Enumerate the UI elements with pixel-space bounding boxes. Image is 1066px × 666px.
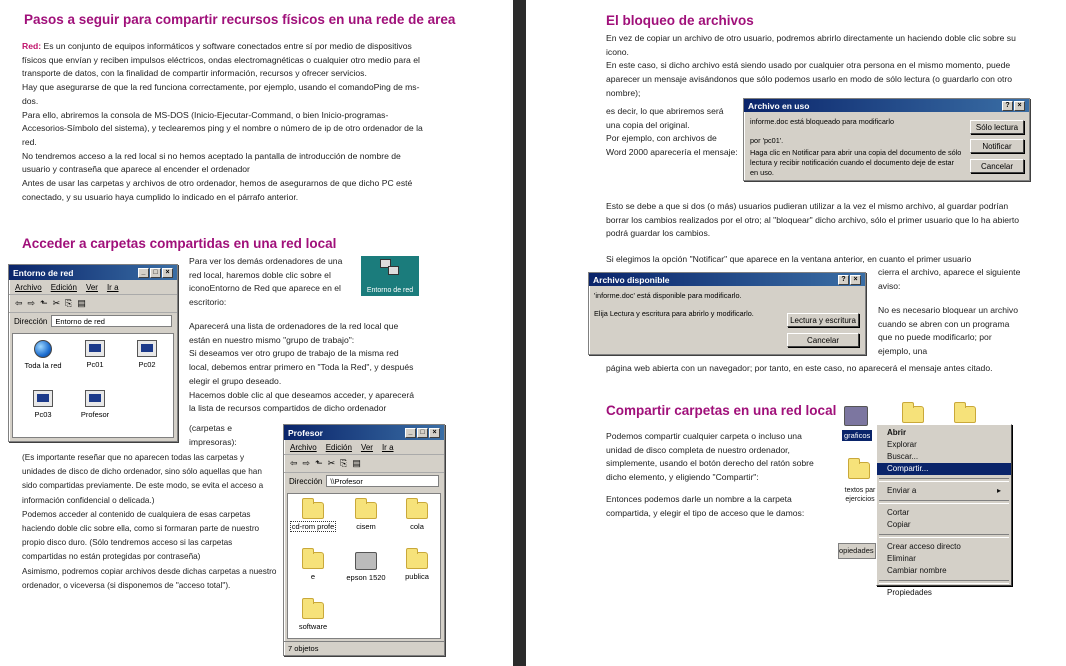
dialog-line-1: informe.doc está bloqueado para modificarlo: [750, 117, 894, 126]
menu-ir-a[interactable]: Ir a: [381, 442, 394, 452]
ctx-enviar-a-label: Enviar a: [887, 486, 917, 495]
computer-icon: [85, 340, 105, 357]
bottom-text-2: Podemos acceder al contenido de cualquiera de esas carpetas haciendo doble clic sobre ella, como si formaran parte de nuestro propio disco duro. (Sólo tendremos acceso si las carpetas compartidas no están protegidas por contraseña): [22, 509, 260, 562]
item-epson-1520[interactable]: [339, 552, 393, 582]
folder-icon: [302, 602, 324, 619]
status-bar: 7 objetos: [284, 641, 444, 655]
menu-bar: [284, 440, 444, 455]
title-text: Pasos a seguir para compartir recursos físicos en una rede de area: [24, 12, 456, 27]
item-publica[interactable]: [390, 552, 444, 581]
item-pc03[interactable]: [13, 390, 73, 419]
col-text-5: (carpetas e impresoras):: [189, 423, 237, 447]
window-titlebar[interactable]: [9, 265, 177, 280]
minimize-icon[interactable]: _: [405, 428, 416, 438]
item-label: Pc03: [34, 410, 52, 419]
dialog-archivo-en-uso: [743, 98, 1030, 181]
menu-separator: [879, 580, 1009, 584]
read-write-button[interactable]: Lectura y escritura: [787, 313, 859, 327]
item-cola[interactable]: [390, 502, 444, 531]
dialog-line-1: 'informe.doc' está disponible para modificarlo.: [594, 291, 742, 300]
ctx-cortar[interactable]: Cortar: [887, 508, 910, 517]
ctx-abrir[interactable]: Abrir: [887, 428, 907, 437]
copy-icon[interactable]: ⎘: [65, 298, 73, 308]
printer-icon: [355, 552, 377, 570]
cancel-button[interactable]: Cancelar: [787, 333, 859, 347]
item-label: Toda la red: [24, 361, 62, 370]
close-icon[interactable]: ×: [429, 428, 440, 438]
item-label: Profesor: [80, 410, 110, 419]
menu-separator: [879, 534, 1009, 538]
menu-separator: [879, 478, 1009, 482]
help-icon[interactable]: ?: [838, 275, 849, 285]
ctx-buscar[interactable]: Buscar...: [887, 452, 919, 461]
bottom-text-1: (Es importante reseñar que no aparecen todas las carpetas y unidades de disco de dicho ordenador, sino sólo aquellas que han sido compartidas previamente. De este modo, se evita el acceso a información confidencial o delicada.): [22, 453, 264, 505]
bottom-text-3: Asimismo, podremos copiar archivos desde dichas carpetas a nuestro ordenador, o viceversa (si disponemos de "acceso total").: [22, 566, 277, 590]
up-folder-icon[interactable]: ⬑: [40, 298, 48, 308]
dialog-message: [594, 291, 784, 319]
folder-icon: [844, 406, 868, 426]
submenu-arrow-icon: ▸: [996, 486, 1001, 495]
address-input[interactable]: Entorno de red: [51, 315, 172, 327]
item-label: software: [298, 622, 328, 631]
window-profesor: [283, 424, 445, 656]
window-titlebar[interactable]: [284, 425, 444, 440]
forward-icon[interactable]: ⇨: [302, 458, 311, 468]
folder-icon: [302, 552, 324, 569]
col-text-1: Para ver los demás ordenadores de una red local, haremos doble clic sobre el iconoEntorno de Red que aparece en el escritorio:: [189, 256, 343, 308]
address-bar: [284, 473, 444, 489]
bloqueo-p5b: página web abierta con un navegador; por tanto, en este caso, no aparecerá el mensaje antes citado.: [606, 363, 993, 373]
compartir-p7: Entonces podemos darle un nombre a la carpeta compartida, y elegir el tipo de acceso que le damos:: [606, 493, 805, 518]
page-title: [24, 12, 504, 27]
bloqueo-p4: Si elegimos la opción "Notificar" que aparece en la ventana anterior, en cuanto el primer usuario: [606, 254, 972, 264]
para-2: No tendremos acceso a la red local si no hemos aceptado la pantalla de introducción de nombre de usuario y contraseña que aparece al encender el ordenador: [22, 150, 401, 175]
menu-bar: [9, 280, 177, 295]
folder-icon: [302, 502, 324, 519]
item-software[interactable]: [286, 602, 340, 631]
ctx-cambiar-nombre[interactable]: Cambiar nombre: [887, 566, 947, 575]
item-label: cola: [410, 522, 424, 531]
read-only-button[interactable]: Sólo lectura: [970, 120, 1024, 134]
section-heading-compartir: Compartir carpetas en una red local: [606, 403, 837, 418]
section-heading-acceder: Acceder a carpetas compartidas en una red local: [22, 236, 337, 251]
menu-archivo[interactable]: Archivo: [15, 282, 42, 292]
ctx-explorar[interactable]: Explorar: [887, 440, 917, 449]
item-label: Pc01: [86, 360, 104, 369]
item-label: cisem: [356, 522, 376, 531]
dialog-title: Archivo en uso: [748, 100, 810, 111]
col-text-3: Si deseamos ver otro grupo de trabajo de la misma red local, debemos entrar primero en "Toda la Red", y después elegir el grupo deseado.: [189, 348, 414, 386]
close-icon[interactable]: ×: [850, 275, 861, 285]
ctx-compartir[interactable]: Compartir...: [877, 463, 1011, 475]
folder-icon: [406, 502, 428, 519]
para-3: Antes de usar las carpetas y archivos de otro ordenador, hemos de asegurarnos de que dicho PC esté conectado, y su usuario haya cumplido lo indicado en el párrafo anterior.: [22, 178, 413, 202]
toolbar: [284, 455, 444, 473]
item-label: epson 1520: [346, 573, 386, 582]
item-label: e: [310, 572, 316, 581]
menu-archivo[interactable]: Archivo: [290, 442, 317, 452]
network-icon: [361, 256, 419, 296]
dialog-line-2: Elija Lectura y escritura para abrirlo y modificarlo.: [594, 309, 754, 318]
dialog-line-3: Haga clic en Notificar para abrir una copia del documento de sólo lectura y recibir notificación cuando el documento deje de estar en uso.: [750, 148, 962, 177]
context-menu: [876, 424, 1012, 597]
cancel-button[interactable]: Cancelar: [970, 159, 1024, 173]
close-icon[interactable]: ×: [162, 268, 173, 278]
ctx-enviar-a[interactable]: [877, 485, 1011, 497]
window-title: Entorno de red: [13, 267, 74, 278]
para-0: Hay que asegurarse de que la red funciona correctamente, por ejemplo, usando el comandoPing de ms-dos.: [22, 82, 420, 106]
folder-icon: [355, 502, 377, 519]
para-1: Para ello, abriremos la consola de MS-DOS (Inicio-Ejecutar-Command, o bien Inicio-programas-Accesorios-Símbolo del sistema), y teclearemos ping y el nombre o número de ip de otro ordenador de la red.: [22, 109, 423, 147]
file-pane: [12, 333, 174, 438]
intro-block: [22, 40, 430, 204]
section-heading-bloqueo: El bloqueo de archivos: [606, 13, 754, 28]
desktop-icon-label: Entorno de red: [366, 287, 414, 294]
bloqueo-p2: En este caso, si dicho archivo está siendo usado por cualquier otra persona en el mismo momento, puede aparecer un mensaje avisándonos que sólo podemos usarlo en modo de sólo lectura (o guardarlo con otro nombre);: [606, 60, 1013, 98]
notify-button[interactable]: Notificar: [970, 139, 1024, 153]
dialog-titlebar[interactable]: [744, 99, 1029, 112]
folder-icon: [406, 552, 428, 569]
page-gutter: [513, 0, 526, 666]
bloqueo-p2c: Por ejemplo, con archivos de Word 2000 aparecería el mensaje:: [606, 133, 738, 158]
menu-edicion[interactable]: Edición: [325, 442, 352, 452]
col-text-block: [189, 320, 414, 416]
folder-icon: [954, 406, 976, 426]
up-folder-icon[interactable]: ⬑: [315, 458, 323, 468]
red-def-text: Es un conjunto de equipos informáticos y software conectados entre sí por medio de dispositivos físicos que envían y reciben impulsos eléctricos, ondas electromagnéticas o cualquier otro medio para el transporte de datos, con la finalidad de compartir información, recursos y ofrecer servicios.: [22, 41, 420, 79]
bloqueo-p4b: cierra el archivo, aparece el siguiente aviso:: [878, 267, 1021, 291]
maximize-icon[interactable]: □: [417, 428, 428, 438]
dialog-line-2: por 'pc01'.: [750, 136, 784, 145]
folder-label-graficos[interactable]: graficos: [844, 431, 871, 440]
menu-separator: [879, 500, 1009, 504]
close-icon[interactable]: ×: [1014, 101, 1025, 111]
paste-icon[interactable]: ▤: [77, 298, 86, 308]
computer-icon: [137, 340, 157, 357]
bloqueo-p3: Esto se debe a que si dos (o más) usuarios pudieran utilizar a la vez el mismo archivo, al guardar podrían borrar los cambios realizados por el otro; al "bloquear" dicho archivo, sólo el primer usuario que lo ha abierto podrá guardar los cambios.: [606, 201, 1020, 239]
item-pc01[interactable]: [65, 340, 125, 369]
compartir-p6: Podemos compartir cualquier carpeta o incluso una unidad de disco completa de nuestro ordenador, simplemente, usando el botón derecho del ratón sobre dicho elemento, y eligiendo "Compartir":: [606, 431, 814, 483]
bloqueo-text: [606, 32, 1026, 101]
compartir-text: [606, 430, 824, 520]
dialog-archivo-disponible: [588, 272, 866, 355]
bloqueo-p1: En vez de copiar un archivo de otro usuario, podremos abrirlo directamente un haciendo doble clic sobre su icono.: [606, 33, 1016, 57]
ctx-eliminar[interactable]: Eliminar: [887, 554, 916, 563]
item-cisem[interactable]: [339, 502, 393, 531]
folder-label-propiedades[interactable]: opiedades: [838, 543, 876, 559]
red-label: Red:: [22, 41, 42, 51]
folder-icon: [902, 406, 924, 426]
ctx-propiedades[interactable]: Propiedades: [887, 588, 932, 597]
computer-icon: [33, 390, 53, 407]
menu-ir-a[interactable]: Ir a: [106, 282, 119, 292]
back-icon[interactable]: ⇦: [290, 458, 298, 468]
ctx-crear-acceso[interactable]: Crear acceso directo: [887, 542, 961, 551]
item-label: Pc02: [138, 360, 156, 369]
window-title: Profesor: [288, 427, 323, 438]
window-entorno-de-red: [8, 264, 178, 442]
address-label: Dirección: [14, 316, 48, 326]
col-text-4: Hacemos doble clic al que deseamos acceder, y aparecerá la lista de recursos compartidos de dicho ordenador: [189, 389, 414, 414]
dialog-titlebar[interactable]: [589, 273, 865, 286]
dialog-message: [750, 117, 962, 178]
bottom-text-block: [22, 451, 278, 593]
file-pane: [287, 493, 441, 639]
menu-ver[interactable]: Ver: [85, 282, 98, 292]
item-toda-la-red[interactable]: [13, 340, 73, 370]
address-label: Dirección: [289, 476, 323, 486]
item-label: publica: [405, 572, 429, 581]
desktop-icon-entorno[interactable]: [360, 256, 420, 296]
cut-icon[interactable]: ✂: [52, 298, 61, 308]
globe-icon: [34, 340, 52, 358]
red-definition: [22, 40, 430, 81]
forward-icon[interactable]: ⇨: [27, 298, 36, 308]
bloqueo-p2b: es decir, lo que abriremos será una copia del original.: [606, 106, 724, 130]
maximize-icon[interactable]: □: [150, 268, 161, 278]
menu-edicion[interactable]: Edición: [50, 282, 77, 292]
computer-icon: [85, 390, 105, 407]
item-cd-rom-profe[interactable]: [286, 502, 340, 531]
col-text-2: Aparecerá una lista de ordenadores de la red local que están en nuestro mismo "grupo de trabajo":: [189, 321, 399, 345]
item-pc02[interactable]: [117, 340, 177, 369]
bloqueo-p5: No es necesario bloquear un archivo cuando se abren con un programa que no puede modificarlo; por ejemplo, una: [878, 305, 1018, 357]
cut-icon[interactable]: ✂: [327, 458, 336, 468]
paste-icon[interactable]: ▤: [352, 458, 361, 468]
address-input[interactable]: \\Profesor: [326, 475, 439, 487]
copy-icon[interactable]: ⎘: [340, 458, 348, 468]
dialog-title: Archivo disponible: [593, 274, 670, 285]
item-e[interactable]: [286, 552, 340, 581]
ctx-copiar[interactable]: Copiar: [887, 520, 911, 529]
item-profesor[interactable]: [65, 390, 125, 419]
minimize-icon[interactable]: _: [138, 268, 149, 278]
item-label: cd-rom profe: [291, 522, 335, 531]
share-screenshot: [838, 404, 1013, 597]
back-icon[interactable]: ⇦: [15, 298, 23, 308]
address-bar: [9, 313, 177, 329]
bloqueo-side-text: [606, 105, 738, 160]
folder-icon: [848, 462, 870, 482]
help-icon[interactable]: ?: [1002, 101, 1013, 111]
toolbar: [9, 295, 177, 313]
folder-label-textos[interactable]: textos par ejercicios: [844, 487, 876, 503]
menu-ver[interactable]: Ver: [360, 442, 373, 452]
